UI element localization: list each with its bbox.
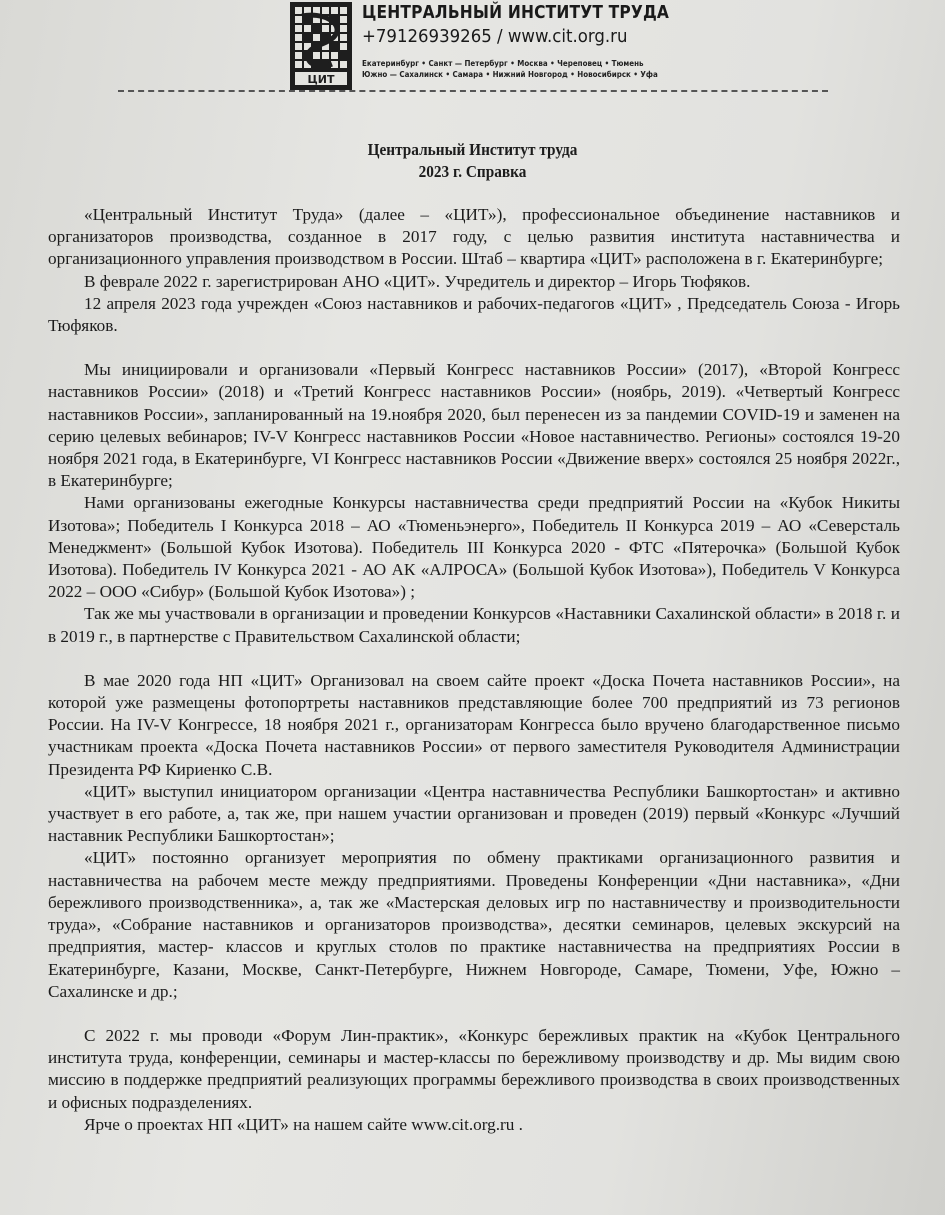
- cities-line-1: Екатеринбург • Санкт — Петербург • Москва • Череповец • Тюмень: [362, 59, 644, 68]
- cit-logo-icon: [290, 2, 352, 90]
- paragraph-union: 12 апреля 2023 года учрежден «Союз наставников и рабочих-педагогов «ЦИТ» , Председатель Союза - Игорь Тюфяков.: [48, 293, 900, 336]
- document-body: [48, 204, 900, 1136]
- paragraph-ano: В феврале 2022 г. зарегистрирован АНО «ЦИТ». Учредитель и директор – Игорь Тюфяков.: [84, 271, 751, 291]
- cities-line-2: Южно — Сахалинск • Самара • Нижний Новгород • Новосибирск • Уфа: [362, 70, 658, 79]
- document-subtitle: 2023 г. Справка: [418, 162, 527, 181]
- paragraph-intro: «Центральный Институт Труда» (далее – «ЦИТ»), профессиональное объединение наставников и организаторов производства, созданное в 2017 году, с целью развития института наставничества и организационного управления производством в России. Штаб – квартира «ЦИТ» расположена в г. Екатеринбурге;: [48, 205, 900, 269]
- paragraph-congresses: Мы инициировали и организовали «Первый Конгресс наставников России» (2017), «Второй Конгресс наставников России» (2018) и «Третий Конгресс наставников России» (ноябрь, 2019). «Четвертый Конгресс наставников России», запланированный на 19.ноября 2020, был перенесен из за пандемии COVID-19 и заменен на серию целевых вебинаров; IV-V Конгресс наставников России «Новое наставничество. Регионы» состоялся 19-20 ноября 2021 года, в Екатеринбурге, VI Конгресс наставников России «Движение вверх» состоялся 25 ноября 2022г., в Екатеринбурге;: [48, 360, 900, 491]
- document-title: Центральный Институт труда: [367, 140, 578, 159]
- org-name: ЦЕНТРАЛЬНЫЙ ИНСТИТУТ ТРУДА: [362, 2, 670, 23]
- paragraph-website: Ярче о проектах НП «ЦИТ» на нашем сайте www.cit.org.ru .: [84, 1114, 523, 1134]
- org-contact: +79126939265 / www.cit.org.ru: [362, 26, 628, 47]
- paragraph-honor-board: В мае 2020 года НП «ЦИТ» Организовал на своем сайте проект «Доска Почета наставников России», на которой уже размещены фотопортреты наставников представляющие более 700 предприятий из 73 регионов России. На IV-V Конгрессе, 18 ноября 2021 г., организаторам Конгресса было вручено благодарственное письмо участникам проекта «Доска Почета наставников России» от первого заместителя Руководителя Администрации Президента РФ Кириенко С.В.: [48, 670, 900, 779]
- letterhead: [290, 2, 670, 90]
- paragraph-competitions: Нами организованы ежегодные Конкурсы наставничества среди предприятий России на «Кубок Никиты Изотова»; Победитель I Конкурса 2018 – АО «Тюменьэнерго», Победитель II Конкурса 2019 – АО «Северсталь Менеджмент» (Большой Кубок Изотова). Победитель III Конкурса 2020 - ФТС «Пятерочка» (Большой Кубок Изотова). Победитель IV Конкурса 2021 - АО АК «АЛРОСА» (Большой Кубок Изотова»), Победитель V Конкурса 2022 – ООО «Сибур» (Большой Кубок Изотова») ;: [48, 493, 900, 602]
- paragraph-lean: С 2022 г. мы проводи «Форум Лин-практик», «Конкурс бережливых практик на «Кубок Центрального института труда, конференции, семинары и мастер-классы по бережливому производству и др. Мы видим свою миссию в поддержке предприятий реализующих программы бережливого производства в своих производственных и офисных подразделениях.: [48, 1025, 900, 1112]
- paragraph-sakhalin: Так же мы участвовали в организации и проведении Конкурсов «Наставники Сахалинской области» в 2018 г. и в 2019 г., в партнерстве с Правительством Сахалинской области;: [48, 604, 900, 646]
- letterhead-text: [362, 2, 719, 80]
- paragraph-events: «ЦИТ» постоянно организует мероприятия по обмену практиками организационного развития и наставничества на рабочем месте между предприятиями. Проведены Конференции «Дни наставника», «Дни бережливого производственника», а, так же «Мастерская деловых игр по наставничеству и производительности труда», «Собрание наставников и организаторов производства», десятки семинаров, целевых экскурсий на предприятия, мастер- классов и круглых столов по практике наставничества на предприятиях России в Екатеринбурге, Казани, Москве, Санкт-Петербурге, Нижнем Новгороде, Самаре, Тюмени, Уфе, Южно – Сахалинске и др.;: [48, 848, 900, 1001]
- paragraph-bashkortostan: «ЦИТ» выступил инициатором организации «Центра наставничества Республики Башкортостан» и активно участвует в его работе, а, так же, при нашем участии организован и проведен (2019) первый «Конкурс «Лучший наставник Республики Башкортостан»;: [48, 781, 900, 846]
- letterhead-divider: [118, 90, 828, 92]
- logo-text: ЦИТ: [307, 73, 335, 86]
